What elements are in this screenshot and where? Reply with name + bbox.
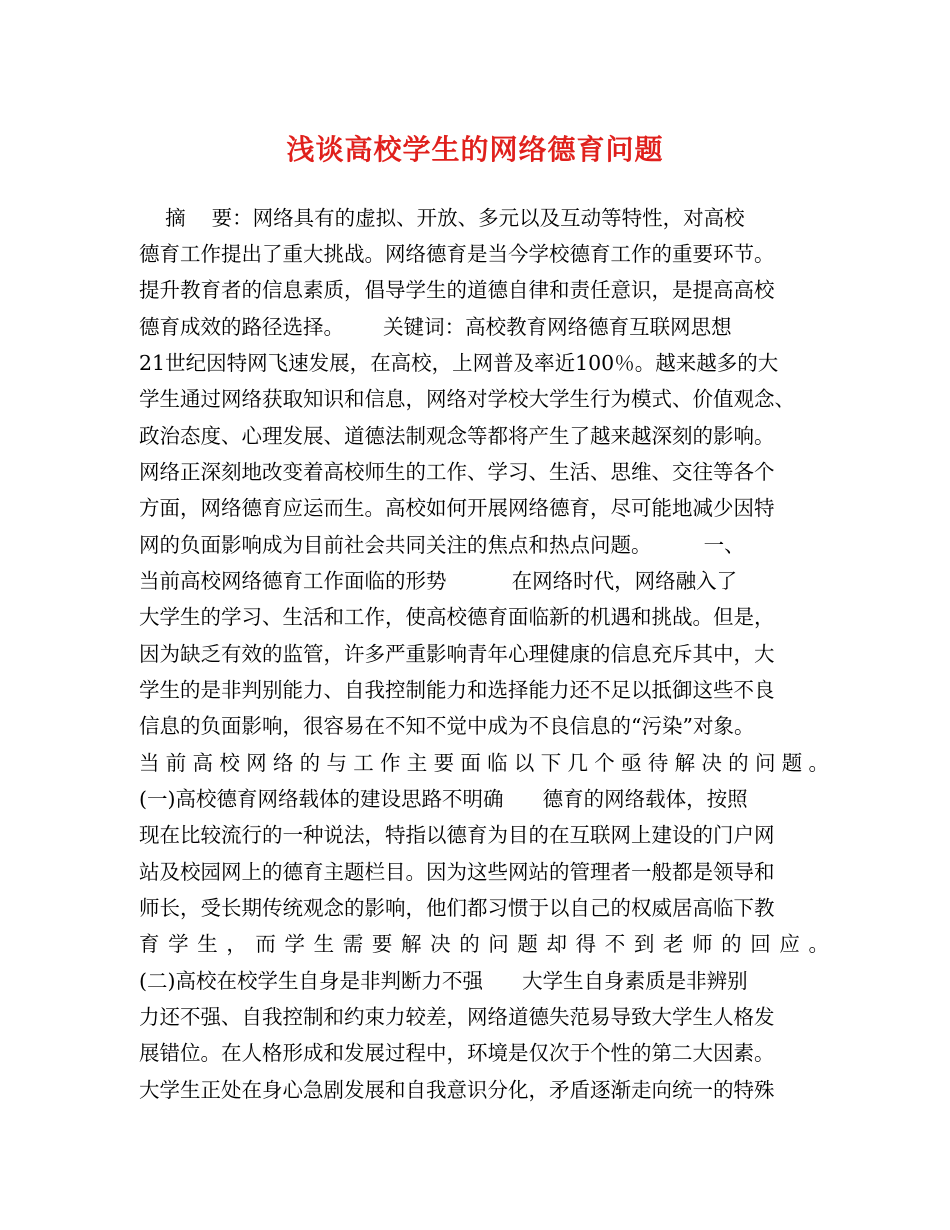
body-line: 提升教育者的信息素质，倡导学生的道德自律和责任意识，是提高高校 (139, 278, 775, 302)
body-line: 站及校园网上的德育主题栏目。因为这些网站的管理者一般都是领导和 (139, 860, 775, 884)
body-line: 网络正深刻地改变着高校师生的工作、学习、生活、思维、交往等各个 (139, 460, 775, 484)
body-line: 方面，网络德育应运而生。高校如何开展网络德育，尽可能地减少因特 (139, 496, 775, 520)
body-line: 德育成效的路径选择。 关键词：高校教育网络德育互联网思想 (139, 315, 732, 339)
body-line: 展错位。在人格形成和发展过程中，环境是仅次于个性的第二大因素。 (139, 1041, 775, 1065)
body-line: (一)高校德育网络载体的建设思路不明确 德育的网络载体，按照 (139, 787, 748, 811)
body-line: 网的负面影响成为目前社会共同关注的焦点和热点问题。 一、 (139, 533, 745, 557)
body-line: 大学生正处在身心急剧发展和自我意识分化，矛盾逐渐走向统一的特殊 (139, 1078, 775, 1102)
body-line: 当前高校网络德育工作面临的形势 在网络时代，网络融入了 (139, 569, 738, 593)
body-line: 师长，受长期传统观念的影响，他们都习惯于以自己的权威居高临下教 (139, 896, 775, 920)
body-line: 学生的是非判别能力、自我控制能力和选择能力还不足以抵御这些不良 (139, 678, 775, 702)
body-line: 现在比较流行的一种说法，特指以德育为目的在互联网上建设的门户网 (139, 823, 775, 847)
body-line: 当前高校网络的与工作主要面临以下几个亟待解决的问题。 (139, 751, 829, 775)
body-line: 因为缺乏有效的监管，许多严重影响青年心理健康的信息充斥其中，大 (139, 642, 775, 666)
body-line: 摘 要：网络具有的虚拟、开放、多元以及互动等特性，对高校 (139, 206, 745, 230)
body-line: 力还不强、自我控制和约束力较差，网络道德失范易导致大学生人格发 (139, 1005, 775, 1029)
body-line: (二)高校在校学生自身是非判断力不强 大学生自身素质是非辨别 (139, 969, 748, 993)
document-title: 浅谈高校学生的网络德育问题 (286, 133, 664, 166)
body-line: 德育工作提出了重大挑战。网络德育是当今学校德育工作的重要环节。 (139, 242, 775, 266)
body-line: 大学生的学习、生活和工作，使高校德育面临新的机遇和挑战。但是， (139, 605, 775, 629)
body-line: 21世纪因特网飞速发展，在高校，上网普及率近100％。越来越多的大 (139, 351, 779, 375)
body-line: 政治态度、心理发展、道德法制观念等都将产生了越来越深刻的影响。 (139, 424, 775, 448)
body-line: 信息的负面影响，很容易在不知不觉中成为不良信息的“污染”对象。 (139, 714, 755, 738)
body-line: 育学生，而学生需要解决的问题却得不到老师的回应。 (139, 932, 829, 956)
body-line: 学生通过网络获取知识和信息，网络对学校大学生行为模式、价值观念、 (139, 387, 795, 411)
